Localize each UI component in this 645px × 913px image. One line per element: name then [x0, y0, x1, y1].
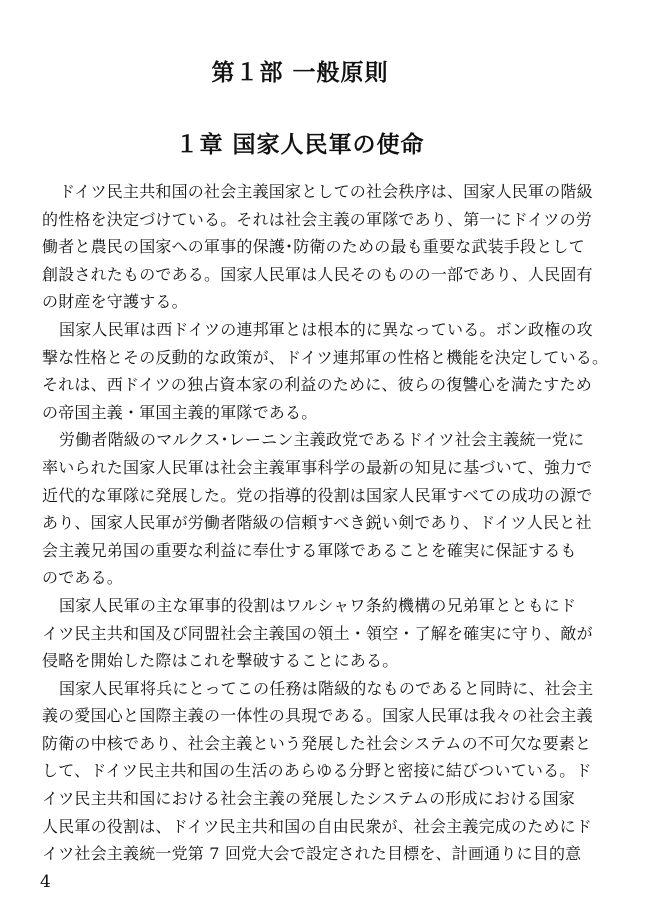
text-line: 国家人民軍は西ドイツの連邦軍とは根本的に異なっている。ボン政権の攻: [59, 319, 593, 339]
text-line: それは、西ドイツの独占資本家の利益のために、彼らの復讐心を満たすため: [42, 375, 593, 395]
text-line: 労働者階級のマルクス･レーニン主義政党であるドイツ社会主義統一党に: [59, 430, 585, 450]
text-line: の帝国主義・軍国主義的軍隊である。: [42, 402, 318, 422]
text-line: 働者と農民の国家への軍事的保護･防衛のための最も重要な武装手段として: [42, 237, 585, 257]
text-line: 国家人民軍の主な軍事的役割はワルシャワ条約機構の兄弟軍とともにド: [59, 595, 577, 615]
text-line: イツ民主共和国及び同盟社会主義国の領土・領空・了解を確実に守り、敵が: [42, 623, 593, 643]
text-line: 会主義兄弟国の重要な利益に奉仕する軍隊であることを確実に保証するも: [42, 540, 577, 560]
text-line: 侵略を開始した際はこれを撃破することにある。: [42, 651, 399, 671]
text-line: 的性格を決定づけている。それは社会主義の軍隊であり、第一にドイツの労: [42, 209, 593, 229]
text-line: イツ民主共和国における社会主義の発展したシステムの形成における国家: [42, 789, 576, 809]
text-line: して、ドイツ民主共和国の生活のあらゆる分野と密接に結びついている。ド: [42, 761, 592, 781]
paragraph: [42, 592, 602, 675]
body-text: [42, 178, 609, 868]
text-line: ドイツ民主共和国の社会主義国家としての社会秩序は、国家人民軍の階級: [59, 182, 593, 201]
text-line: 近代的な軍隊に発展した。党の指導的役割は国家人民軍すべての成功の源で: [42, 485, 593, 505]
text-line: 義の愛国心と国際主義の一体性の具現である。国家人民軍は我々の社会主義: [42, 706, 593, 726]
text-line: 国家人民軍将兵にとってこの任務は階級的なものであると同時に、社会主: [59, 678, 594, 698]
paragraph: [42, 426, 602, 592]
text-line: 人民軍の役割は、ドイツ民主共和国の自由民衆が、社会主義完成のためにド: [42, 816, 593, 836]
text-line: 創設されたものである。国家人民軍は人民そのものの一部であり、人民固有: [42, 264, 593, 284]
paragraph: [42, 316, 609, 426]
text-line: の財産を守護する。: [42, 292, 188, 312]
text-line: あり、国家人民軍が労働者階級の信頼すべき鋭い剣であり、ドイツ人民と社: [42, 513, 592, 533]
text-line: のである。: [42, 568, 124, 588]
page-number: 4: [40, 872, 51, 892]
part-title: 第１部 一般原則: [211, 60, 389, 86]
text-line: 防衛の中核であり、社会主義という発展した社会システムの不可欠な要素と: [42, 733, 592, 753]
paragraph: [42, 178, 602, 316]
chapter-title: １章 国家人民軍の使命: [175, 132, 425, 158]
paragraph: [42, 675, 602, 868]
text-line: 率いられた国家人民軍は社会主義軍事科学の最新の知見に基づいて、強力で: [42, 457, 593, 477]
text-line: イツ社会主義統一党第 7 回党大会で設定された目標を、計画通りに目的意: [42, 844, 582, 864]
text-line: 撃な性格とその反動的な政策が、ドイツ連邦軍の性格と機能を決定している。: [42, 347, 609, 367]
